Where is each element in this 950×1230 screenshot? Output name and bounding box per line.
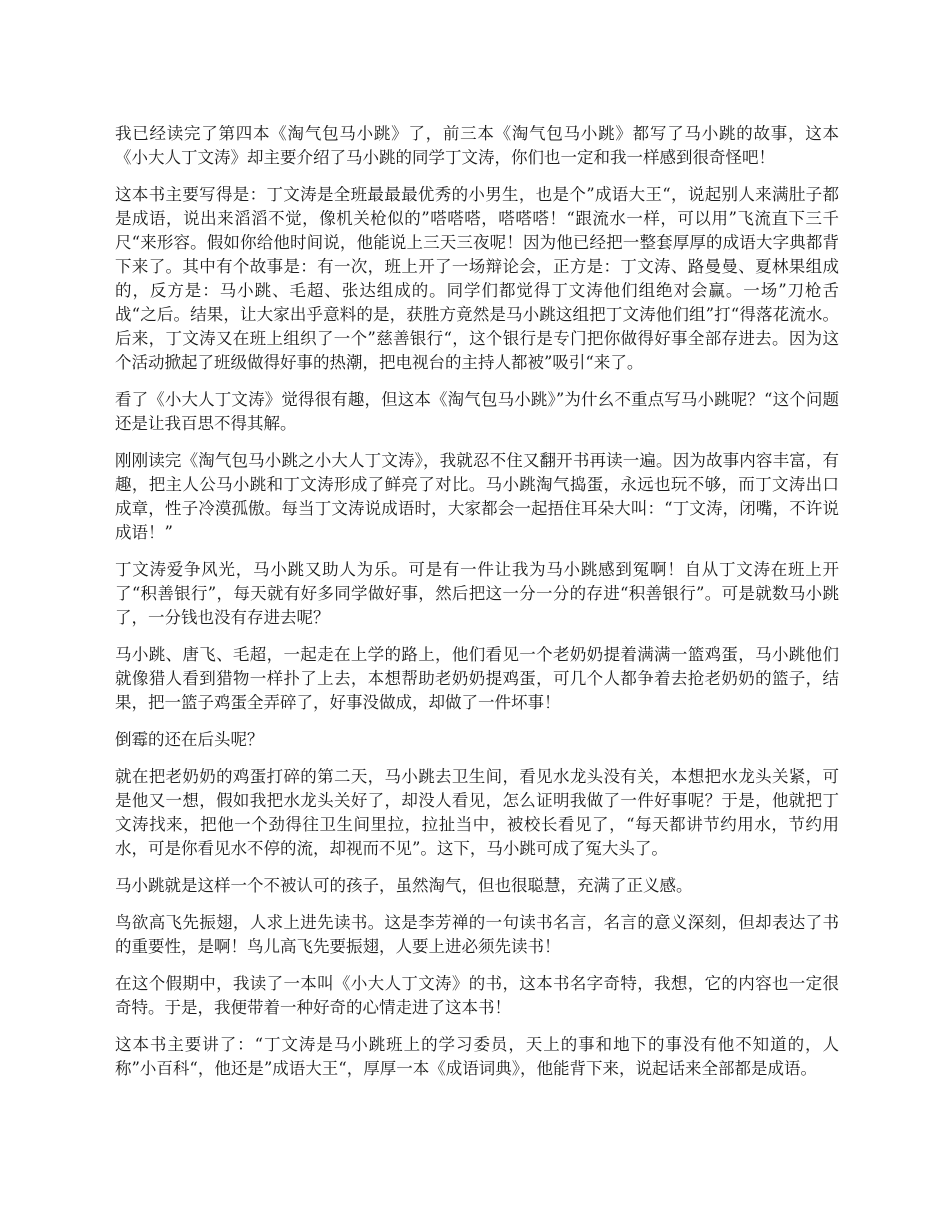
paragraph-9: 马小跳就是这样一个不被认可的孩子，虽然淘气，但也很聪慧，充满了正义感。 bbox=[115, 876, 693, 895]
paragraph-8: 就在把老奶奶的鸡蛋打碎的第二天，马小跳去卫生间，看见水龙头没有关，本想把水龙头关紧，可是他又一想，假如我把水龙头关好了，却没人看见，怎么证明我做了一件好事呢？于是，他就把丁文涛找来，把他一个劲得往卫生间里拉，拉扯当中，被校长看见了，“每天都讲节约用水，节约用水，可是你看见水不停的流，却视而不见”。这下，马小跳可成了冤大头了。 bbox=[115, 767, 839, 858]
paragraph-4: 刚刚读完《淘气包马小跳之小大人丁文涛》，我就忍不住又翻开书再读一遍。因为故事内容丰富，有趣，把主人公马小跳和丁文涛形成了鲜亮了对比。马小跳淘气捣蛋，永远也玩不够，而丁文涛出口成章，性子冷漠孤傲。每当丁文涛说成语时，大家都会一起捂住耳朵大叫：“丁文涛，闭嘴，不许说成语！” bbox=[115, 451, 839, 542]
paragraph-2: 这本书主要写得是：丁文涛是全班最最最优秀的小男生，也是个”成语大王“，说起别人来满肚子都是成语，说出来滔滔不觉，像机关枪似的”嗒嗒嗒，嗒嗒嗒！“跟流水一样，可以用”飞流直下三千尺“来形容。假如你给他时间说，他能说上三天三夜呢！因为他已经把一整套厚厚的成语大字典都背下来了。其中有个故事是：有一次，班上开了一场辩论会，正方是：丁文涛、路曼曼、夏林果组成的，反方是：马小跳、毛超、张达组成的。同学们都觉得丁文涛他们组绝对会赢。一场”刀枪舌战“之后。结果，让大家出乎意料的是，获胜方竟然是马小跳这组把丁文涛他们组”打“得落花流水。后来，丁文涛又在班上组织了一个”慈善银行“，这个银行是专门把你做得好事全部存进去。因为这个活动掀起了班级做得好事的热潮，把电视台的主持人都被”吸引“来了。 bbox=[115, 185, 839, 372]
paragraph-3: 看了《小大人丁文涛》觉得很有趣，但这本《淘气包马小跳》”为什幺不重点写马小跳呢？“这个问题还是让我百思不得其解。 bbox=[115, 390, 839, 433]
paragraph-7: 倒霉的还在后头呢？ bbox=[115, 730, 264, 749]
paragraph-10: 鸟欲高飞先振翅，人求上进先读书。这是李芳禅的一句读书名言，名言的意义深刻，但却表达了书的重要性，是啊！鸟儿高飞先要振翅，人要上进必须先读书！ bbox=[115, 913, 839, 956]
paragraph-1: 我已经读完了第四本《淘气包马小跳》了，前三本《淘气包马小跳》都写了马小跳的故事，这本《小大人丁文涛》却主要介绍了马小跳的同学丁文涛，你们也一定和我一样感到很奇怪吧！ bbox=[115, 124, 839, 167]
paragraph-6: 马小跳、唐飞、毛超，一起走在上学的路上，他们看见一个老奶奶提着满满一篮鸡蛋，马小跳他们就像猎人看到猎物一样扑了上去，本想帮助老奶奶提鸡蛋，可几个人都争着去抢老奶奶的篮子，结果，把一篮子鸡蛋全弄碎了，好事没做成，却做了一件坏事！ bbox=[115, 645, 839, 712]
paragraph-12: 这本书主要讲了：“丁文涛是马小跳班上的学习委员，天上的事和地下的事没有他不知道的，人称”小百科“，他还是”成语大王“，厚厚一本《成语词典》，他能背下来，说起话来全部都是成语。 bbox=[115, 1035, 839, 1078]
document-body bbox=[115, 122, 839, 1094]
paragraph-11: 在这个假期中，我读了一本叫《小大人丁文涛》的书，这本书名字奇特，我想，它的内容也一定很奇特。于是，我便带着一种好奇的心情走进了这本书！ bbox=[115, 974, 839, 1017]
paragraph-5: 丁文涛爱争风光，马小跳又助人为乐。可是有一件让我为马小跳感到冤啊！自从丁文涛在班上开了“积善银行”，每天就有好多同学做好事，然后把这一分一分的存进“积善银行”。可是就数马小跳了，一分钱也没有存进去呢？ bbox=[115, 560, 839, 627]
